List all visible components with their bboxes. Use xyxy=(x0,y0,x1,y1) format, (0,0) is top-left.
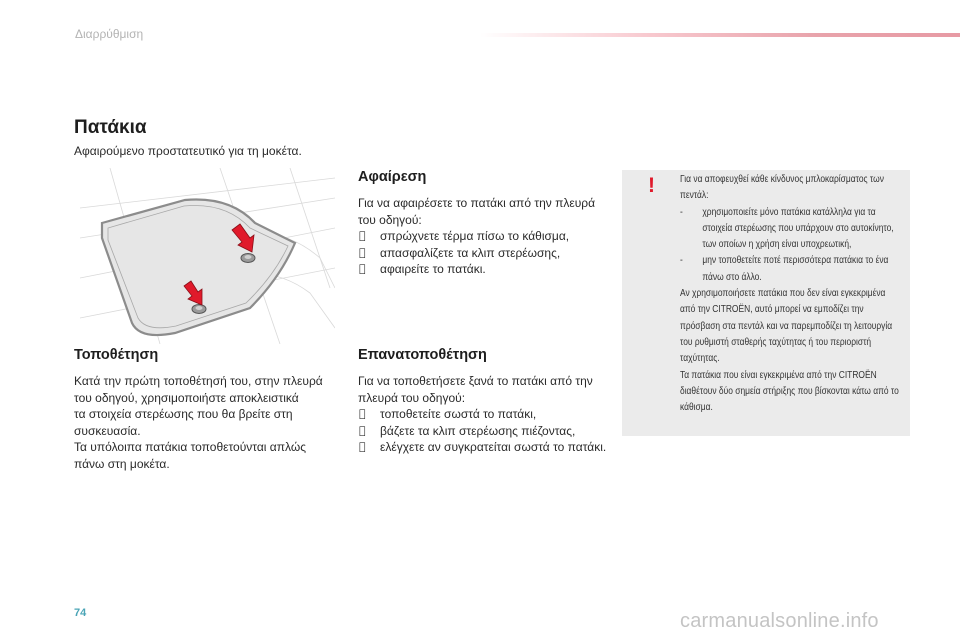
clip-upper xyxy=(241,254,255,263)
warning-panel xyxy=(622,170,910,436)
warning-intro: Για να αποφευχθεί κάθε κίνδυνος μπλοκαρίσματος των πεντάλ: xyxy=(680,174,884,202)
section-header: Διαρρύθμιση xyxy=(75,27,144,41)
watermark: carmanualsonline.info xyxy=(680,610,879,632)
list-item: αφαιρείτε το πατάκι. xyxy=(358,261,613,278)
reinstallation-section xyxy=(358,373,613,456)
warning-icon: ! xyxy=(648,174,655,197)
floor-mat-illustration xyxy=(80,168,335,344)
warning-paragraph-2: Αν χρησιμοποιήσετε πατάκια που δεν είναι εγκεκριμένα από την CITROËN, αυτό μπορεί να εμποδίζει την πρόσβαση στα πεντάλ και να παρεμποδίζει τη λειτουργία του ρυθμιστή σταθερής ταχύτητας ή του περιοριστή ταχύτητας. xyxy=(680,288,893,365)
arrow-bullet-icon xyxy=(359,228,366,245)
page-title: Πατάκια xyxy=(74,117,147,138)
warning-paragraph-3: Τα πατάκια που είναι εγκεκριμένα από την CITROËN διαθέτουν δύο σημεία στήριξης που βίσκονται κάτω από το κάθισμα. xyxy=(680,369,899,414)
list-item: - χρησιμοποιείτε μόνο πατάκια κατάλληλα για τα στοιχεία στερέωσης που υπάρχουν στο αυτοκίνητο, των οποίων η χρήση είναι υποχρεωτική, xyxy=(680,206,894,251)
arrow-bullet-icon xyxy=(359,261,366,278)
removal-section xyxy=(358,195,613,278)
list-item: σπρώχνετε τέρμα πίσω το κάθισμα, xyxy=(358,228,613,245)
list-item: βάζετε τα κλιπ στερέωσης πιέζοντας, xyxy=(358,423,613,440)
reinstallation-text: Για να τοποθετήσετε ξανά το πατάκι από την πλευρά του οδηγού: xyxy=(358,374,593,405)
arrow-bullet-icon xyxy=(359,439,366,456)
arrow-bullet-icon xyxy=(359,423,366,440)
arrow-bullet-icon xyxy=(359,245,366,262)
arrow-bullet-icon xyxy=(359,406,366,423)
reinstallation-heading: Επανατοποθέτηση xyxy=(358,347,487,363)
removal-steps xyxy=(358,228,613,278)
list-item: απασφαλίζετε τα κλιπ στερέωσης, xyxy=(358,245,613,262)
list-item: - μην τοποθετείτε ποτέ περισσότερα πατάκια το ένα πάνω στο άλλο. xyxy=(680,255,889,283)
installation-heading: Τοποθέτηση xyxy=(74,347,159,363)
intro-text: Αφαιρούμενο προστατευτικό για τη μοκέτα. xyxy=(74,144,302,158)
reinstallation-steps xyxy=(358,406,613,456)
warning-text xyxy=(680,172,899,416)
removal-heading: Αφαίρεση xyxy=(358,169,427,185)
dash-marker: - xyxy=(680,255,683,267)
installation-section: Κατά την πρώτη τοποθέτησή του, στην πλευρά του οδηγού, χρησιμοποιήστε αποκλειστικά τα στοιχεία στερέωσης που θα βρείτε στη συσκευασία. Τα υπόλοιπα πατάκια τοποθετούνται απλώς πάνω στη μοκέτα. xyxy=(74,374,323,471)
dash-marker: - xyxy=(680,206,683,218)
page-number: 74 xyxy=(74,607,87,619)
list-item: ελέγχετε αν συγκρατείται σωστά το πατάκι. xyxy=(358,439,613,456)
removal-text: Για να αφαιρέσετε το πατάκι από την πλευρά του οδηγού: xyxy=(358,196,596,227)
list-item: τοποθετείτε σωστά το πατάκι, xyxy=(358,406,613,423)
clip-lower xyxy=(192,305,206,314)
header-gradient-bar xyxy=(480,33,960,37)
